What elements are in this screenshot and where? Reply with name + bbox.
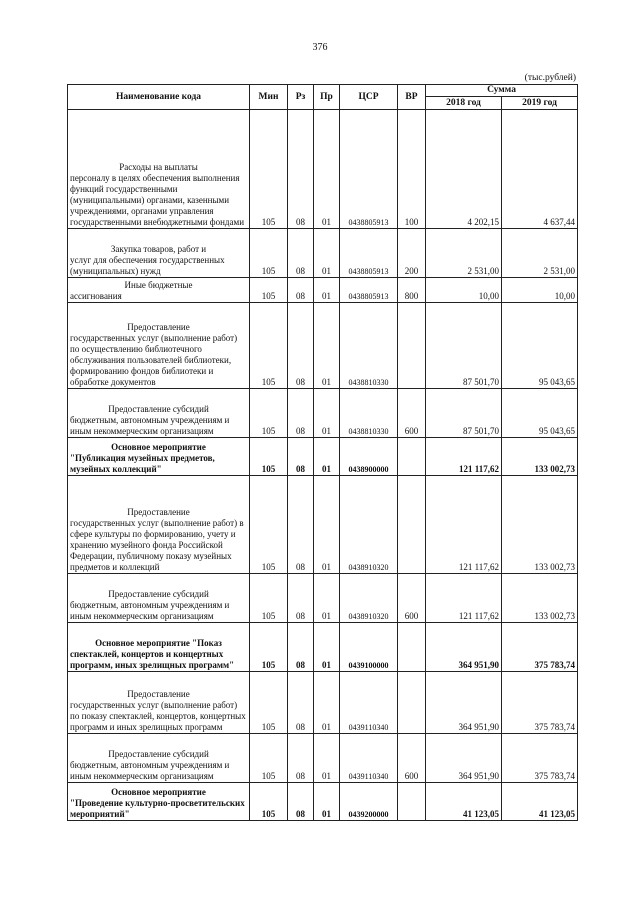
- row-min: 105: [250, 672, 288, 734]
- table-row: [68, 278, 578, 303]
- row-name: [68, 783, 250, 821]
- row-csr: 0439110340: [340, 734, 398, 783]
- table-row: [68, 303, 578, 389]
- row-min: 105: [250, 438, 288, 476]
- row-min: 105: [250, 389, 288, 438]
- row-sum-2018: 10,00: [426, 278, 502, 303]
- row-vr: 200: [398, 229, 426, 278]
- row-name-text: государственных услуг (выполнение работ) по показу спектаклей, концертов, концертных программ и иных зрелищных программ: [70, 700, 246, 732]
- row-min: 105: [250, 303, 288, 389]
- row-name-heading: Предоставление субсидий: [108, 749, 209, 759]
- row-csr: 0438805913: [340, 278, 398, 303]
- header-pr: Пр: [314, 85, 340, 110]
- row-sum-2019: 95 043,65: [502, 389, 578, 438]
- row-rz: 08: [288, 278, 314, 303]
- row-pr: 01: [314, 278, 340, 303]
- units-label: (тыс.рублей): [524, 73, 576, 83]
- header-sum: Сумма: [426, 85, 578, 97]
- row-name-heading: Предоставление субсидий: [108, 589, 209, 599]
- row-name-text: "Проведение культурно-просветительских мероприятий": [70, 798, 245, 819]
- row-sum-2018: 121 117,62: [426, 476, 502, 574]
- page-number: 376: [312, 42, 328, 53]
- row-name-text: бюджетным, автономным учреждениям и иным некоммерческим организациям: [70, 760, 230, 781]
- row-vr: [398, 623, 426, 672]
- header-csr: ЦСР: [340, 85, 398, 110]
- row-vr: 600: [398, 734, 426, 783]
- row-min: 105: [250, 110, 288, 229]
- row-name-text: государственных услуг (выполнение работ) по осуществлению библиотечного обслуживания пользователей библиотеки, формированию фондов библиотеки и обработке документов: [70, 333, 238, 387]
- row-name: [68, 438, 250, 476]
- row-rz: 08: [288, 672, 314, 734]
- row-sum-2019: 133 002,73: [502, 476, 578, 574]
- row-name-heading: Иные бюджетные: [124, 280, 193, 290]
- row-vr: [398, 303, 426, 389]
- row-rz: 08: [288, 476, 314, 574]
- row-csr: 0438805913: [340, 110, 398, 229]
- table-row: [68, 110, 578, 229]
- header-2019: 2019 год: [502, 97, 578, 110]
- row-pr: 01: [314, 574, 340, 623]
- row-sum-2018: 4 202,15: [426, 110, 502, 229]
- row-vr: 600: [398, 574, 426, 623]
- row-vr: 100: [398, 110, 426, 229]
- row-sum-2019: 95 043,65: [502, 303, 578, 389]
- row-csr: 0438805913: [340, 229, 398, 278]
- row-name-heading: Предоставление: [127, 322, 190, 332]
- row-pr: 01: [314, 303, 340, 389]
- row-vr: 600: [398, 389, 426, 438]
- row-min: 105: [250, 574, 288, 623]
- row-sum-2018: 87 501,70: [426, 389, 502, 438]
- row-rz: 08: [288, 110, 314, 229]
- row-pr: 01: [314, 389, 340, 438]
- row-sum-2018: 87 501,70: [426, 303, 502, 389]
- header-min: Мин: [250, 85, 288, 110]
- budget-table: [67, 84, 578, 821]
- table-row: [68, 672, 578, 734]
- row-min: 105: [250, 783, 288, 821]
- row-name: [68, 574, 250, 623]
- row-name-text: бюджетным, автономным учреждениям и иным некоммерческим организациям: [70, 415, 230, 436]
- table-row: [68, 438, 578, 476]
- row-min: 105: [250, 734, 288, 783]
- row-sum-2018: 364 951,90: [426, 734, 502, 783]
- row-pr: 01: [314, 623, 340, 672]
- row-sum-2019: 133 002,73: [502, 574, 578, 623]
- row-name-heading: Основное мероприятие "Показ: [95, 638, 222, 648]
- row-vr: [398, 476, 426, 574]
- row-pr: 01: [314, 110, 340, 229]
- row-rz: 08: [288, 623, 314, 672]
- row-csr: 0438910320: [340, 476, 398, 574]
- row-rz: 08: [288, 229, 314, 278]
- row-name: [68, 623, 250, 672]
- table-row: [68, 476, 578, 574]
- row-name-heading: Предоставление: [127, 507, 190, 517]
- row-csr: 0438810330: [340, 303, 398, 389]
- row-sum-2018: 364 951,90: [426, 672, 502, 734]
- row-vr: 800: [398, 278, 426, 303]
- row-sum-2019: 10,00: [502, 278, 578, 303]
- table-row: [68, 574, 578, 623]
- row-csr: 0439200000: [340, 783, 398, 821]
- row-sum-2019: 133 002,73: [502, 438, 578, 476]
- row-name-heading: Предоставление: [127, 689, 190, 699]
- row-name: [68, 303, 250, 389]
- row-pr: 01: [314, 672, 340, 734]
- header-rz: Рз: [288, 85, 314, 110]
- row-name: [68, 476, 250, 574]
- row-sum-2019: 4 637,44: [502, 110, 578, 229]
- table-row: [68, 734, 578, 783]
- row-sum-2018: 2 531,00: [426, 229, 502, 278]
- row-name: [68, 734, 250, 783]
- header-name: Наименование кода: [68, 85, 250, 110]
- row-sum-2019: 375 783,74: [502, 672, 578, 734]
- row-rz: 08: [288, 438, 314, 476]
- row-csr: 0438900000: [340, 438, 398, 476]
- row-sum-2018: 121 117,62: [426, 574, 502, 623]
- row-rz: 08: [288, 574, 314, 623]
- row-sum-2019: 2 531,00: [502, 229, 578, 278]
- table-row: [68, 623, 578, 672]
- row-rz: 08: [288, 303, 314, 389]
- row-name: [68, 229, 250, 278]
- row-sum-2018: 41 123,05: [426, 783, 502, 821]
- row-name-text: спектаклей, концертов и концертных программ, иных зрелищных программ": [70, 649, 235, 670]
- row-pr: 01: [314, 476, 340, 574]
- row-pr: 01: [314, 229, 340, 278]
- row-min: 105: [250, 476, 288, 574]
- row-csr: 0439100000: [340, 623, 398, 672]
- row-min: 105: [250, 278, 288, 303]
- row-name-heading: Основное мероприятие: [111, 442, 206, 452]
- row-pr: 01: [314, 734, 340, 783]
- row-name: [68, 110, 250, 229]
- row-sum-2018: 364 951,90: [426, 623, 502, 672]
- row-csr: 0439110340: [340, 672, 398, 734]
- table-body: [68, 110, 578, 821]
- row-rz: 08: [288, 734, 314, 783]
- table-row: [68, 389, 578, 438]
- table-row: [68, 229, 578, 278]
- row-name-heading: Основное мероприятие: [111, 787, 206, 797]
- row-rz: 08: [288, 783, 314, 821]
- row-sum-2019: 375 783,74: [502, 623, 578, 672]
- row-name-text: персоналу в целях обеспечения выполнения функций государственными (муниципальными) органами, казенными учреждениями, органами управления государственными внебюджетными фондами: [70, 173, 245, 227]
- header-vr: ВР: [398, 85, 426, 110]
- row-min: 105: [250, 623, 288, 672]
- row-pr: 01: [314, 438, 340, 476]
- row-name-text: услуг для обеспечения государственных (муниципальных) нужд: [70, 255, 225, 276]
- row-name-text: государственных услуг (выполнение работ) в сфере культуры по формированию, учету и хранению музейного фонда Российской Федерации, публичному показу музейных предметов и коллекций: [70, 518, 244, 572]
- row-rz: 08: [288, 389, 314, 438]
- row-name: [68, 672, 250, 734]
- row-name: [68, 278, 250, 303]
- table-header: [68, 85, 578, 110]
- row-vr: [398, 438, 426, 476]
- row-vr: [398, 783, 426, 821]
- row-name: [68, 389, 250, 438]
- row-sum-2019: 375 783,74: [502, 734, 578, 783]
- row-vr: [398, 672, 426, 734]
- row-csr: 0438810330: [340, 389, 398, 438]
- row-name-heading: Предоставление субсидий: [108, 404, 209, 414]
- row-name-text: бюджетным, автономным учреждениям и иным некоммерческим организациям: [70, 600, 230, 621]
- row-sum-2019: 41 123,05: [502, 783, 578, 821]
- row-min: 105: [250, 229, 288, 278]
- row-name-heading: Закупка товаров, работ и: [110, 244, 207, 254]
- row-name-text: "Публикация музейных предметов, музейных коллекций": [70, 453, 215, 474]
- row-sum-2018: 121 117,62: [426, 438, 502, 476]
- row-pr: 01: [314, 783, 340, 821]
- row-name-heading: Расходы на выплаты: [119, 162, 198, 172]
- row-csr: 0438910320: [340, 574, 398, 623]
- table-row: [68, 783, 578, 821]
- header-2018: 2018 год: [426, 97, 502, 110]
- row-name-text: ассигнования: [70, 291, 122, 301]
